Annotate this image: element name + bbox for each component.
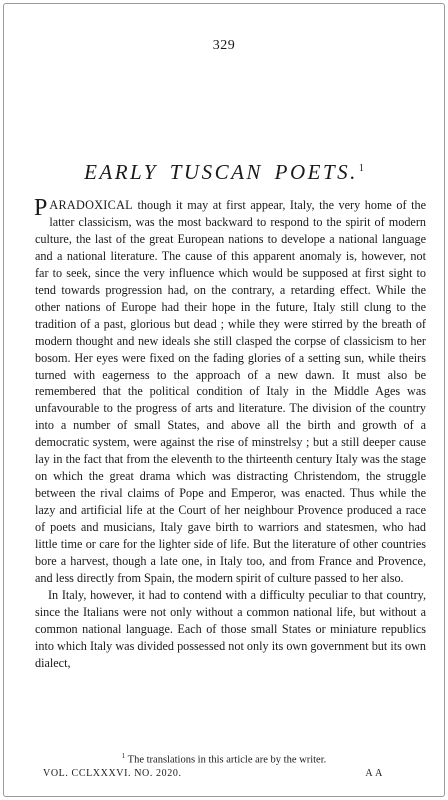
title-footnote-marker: 1 — [358, 163, 364, 174]
paragraph-2: In Italy, however, it had to contend with a difficulty peculiar to that country, since the Italians were not only without a common national life, but without a common national language. Each of those small States or miniature republics into which Italy was divided possessed not only its own government but its own dialect, — [35, 587, 426, 670]
lead-word-rest: ARADOXICAL — [49, 198, 133, 212]
article-title-text: EARLY TUSCAN POETS. — [84, 160, 358, 184]
signature-mark: A A — [365, 768, 383, 779]
article-body — [35, 197, 426, 672]
footnote — [0, 752, 448, 766]
footnote-marker: 1 — [121, 752, 126, 760]
article-title — [0, 160, 448, 185]
footnote-text: The translations in this article are by the writer. — [125, 754, 327, 766]
paragraph-1-text: though it may at first appear, Italy, the very home of the latter classicism, was the most backward to respond to the spirit of modern culture, the last of the great European nations to develope a national language and a national literature. The cause of this apparent anomaly is, however, not far to seek, since the very influence which would be supposed at first sight to tend towards progression had, on the contrary, a retarding effect. While the other nations of Europe had their hope in the future, Italy still clung to the tradition of a past, glorious but dead ; while they were stirred by the breath of modern thought and new ideals she still clasped the corpse of classicism to her bosom. Her eyes were fixed on the fading glories of a setting sun, while theirs turned with eagerness to the approach of a new dawn. It must also be remembered that the political condition of Italy in the Middle Ages was unfavourable to the progress of arts and literature. The division of the country into a number of small States, and above all the birth and growth of a democratic system, were against the rise of minstrelsy ; but a still deeper cause lay in the fact that from the eleventh to the thirteenth century Italy was the stage on which the great drama which was distracting Christendom, the struggle between the rival claims of Pope and Emperor, was enacted. Thus while the lazy and artificial life at the Court of her neighbour Provence produced a race of poets and musicians, Italy gave birth to warriors and statesmen, who had little time or care for the lighter side of life. But the literature of other countries bore a harvest, though a late one, in Italy too, and from France and Provence, and less directly from Spain, the modern spirit of culture passed to her also. — [35, 198, 426, 585]
signature-line — [43, 768, 383, 779]
page-number: 329 — [212, 38, 236, 53]
volume-info: VOL. CCLXXXVI. NO. 2020. — [43, 768, 182, 779]
paragraph-1 — [35, 197, 426, 587]
drop-cap: P — [34, 195, 48, 221]
